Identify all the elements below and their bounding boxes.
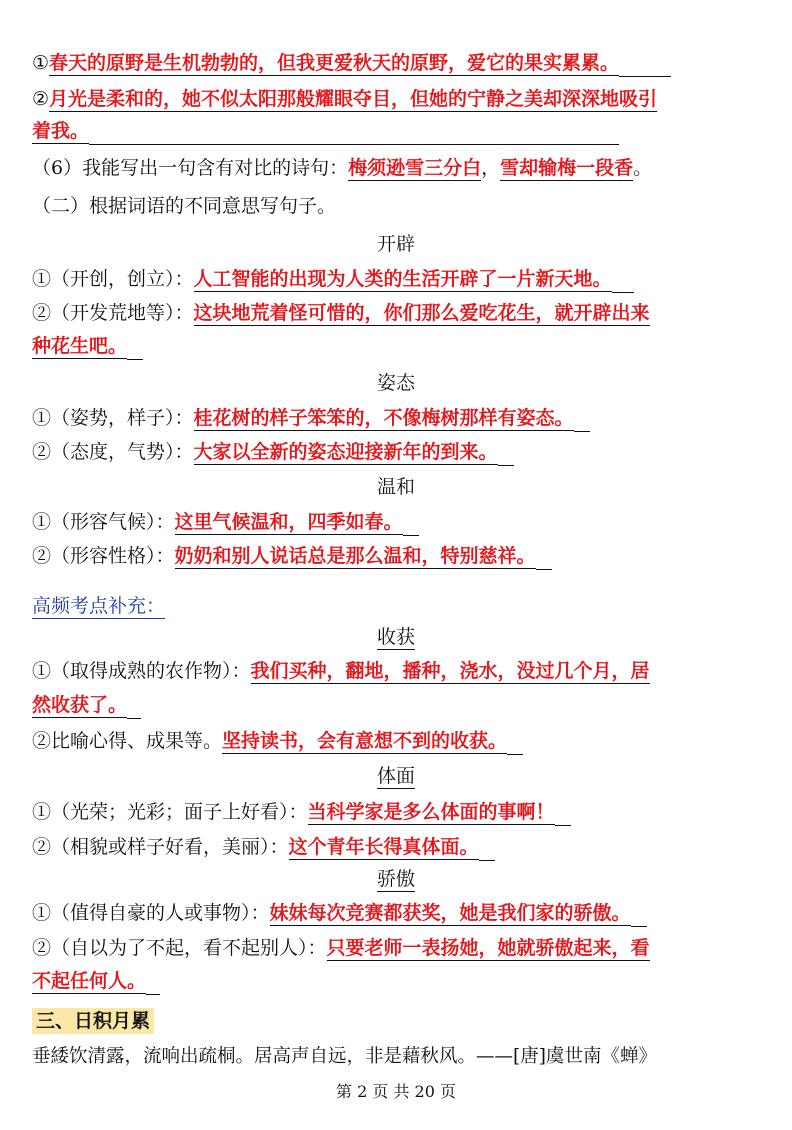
answer-text: 这个青年长得真体面。 bbox=[288, 836, 479, 858]
answer-line-2: ②月光是柔和的，她不似太阳那般耀眼夺目，但她的宁静之美却深深地吸引 bbox=[32, 88, 658, 110]
answer-text: 桂花树的样子笨笨的，不像梅树那样有姿态。 bbox=[193, 407, 574, 429]
word-title: 骄傲 bbox=[376, 868, 415, 890]
section-heading: 三、日积月累 bbox=[32, 1008, 758, 1034]
answer-text: 着我。 bbox=[32, 120, 90, 142]
answer-text: 种花生吧。 bbox=[32, 335, 128, 357]
definition-line: ②（形容性格）：奶奶和别人说话总是那么温和，特别慈祥。 bbox=[32, 543, 758, 570]
definition-line: ①（形容气候）：这里气候温和，四季如春。 bbox=[32, 509, 758, 536]
definition-line-cont bbox=[32, 333, 758, 360]
word-title: 开辟 bbox=[376, 233, 415, 255]
answer-text: 只要老师一表扬她，她就骄傲起来，看 bbox=[326, 937, 650, 959]
answer-text: 当科学家是多么体面的事啊！ bbox=[307, 801, 555, 823]
question-6: （6）我能写出一句含有对比的诗句：梅须逊雪三分白，雪却输梅一段香。 bbox=[32, 157, 653, 179]
answer-text: 这里气候温和，四季如春。 bbox=[174, 511, 403, 533]
page-number: 第 2 页 共 20 页 bbox=[336, 1082, 456, 1101]
word-title: 姿态 bbox=[376, 372, 415, 394]
definition-line: ②（相貌或样子好看，美丽）：这个青年长得真体面。 bbox=[32, 834, 758, 861]
answer-text: 春天的原野是生机勃勃的，但我更爱秋天的原野，爱它的果实累累。 bbox=[49, 52, 620, 74]
answer-text: 人工智能的出现为人类的生活开辟了一片新天地。 bbox=[193, 268, 612, 290]
definition-line-cont bbox=[32, 968, 758, 995]
answer-text: 大家以全新的姿态迎接新年的到来。 bbox=[193, 441, 498, 463]
answer-text: 这块地荒着怪可惜的，你们那么爱吃花生，就开辟出来 bbox=[193, 302, 650, 324]
poem-line: 垂緌饮清露，流响出疏桐。居高声自远，非是藉秋风。——[唐]虞世南《蝉》 bbox=[32, 1046, 657, 1067]
poem-answer-1: 梅须逊雪三分白 bbox=[348, 157, 482, 179]
definition-line: ②比喻心得、成果等。坚持读书，会有意想不到的收获。 bbox=[32, 728, 758, 755]
answer-line-2-cont bbox=[32, 118, 758, 145]
definition-line: ①（光荣；光彩；面子上好看）：当科学家是多么体面的事啊！ bbox=[32, 799, 758, 826]
answer-text: 我们买种，翻地，播种，浇水，没过几个月，居 bbox=[250, 660, 650, 682]
word-title: 温和 bbox=[376, 476, 415, 498]
definition-line: ①（值得自豪的人或事物）：妹妹每次竞赛都获奖，她是我们家的骄傲。 bbox=[32, 900, 758, 927]
definition-line: ①（开创，创立）：人工智能的出现为人类的生活开辟了一片新天地。 bbox=[32, 266, 758, 293]
answer-text: 坚持读书，会有意想不到的收获。 bbox=[222, 730, 508, 752]
word-title: 体面 bbox=[376, 765, 415, 787]
definition-line: ①（姿势，样子）：桂花树的样子笨笨的，不像梅树那样有姿态。 bbox=[32, 405, 758, 432]
definition-line: ②（态度，气势）：大家以全新的姿态迎接新年的到来。 bbox=[32, 439, 758, 466]
definition-line: ①（取得成熟的农作物）：我们买种，翻地，播种，浇水，没过几个月，居 bbox=[32, 660, 650, 682]
word-title: 收获 bbox=[376, 626, 415, 648]
definition-line-cont bbox=[32, 692, 758, 719]
answer-text: 不起任何人。 bbox=[32, 970, 147, 992]
poem-answer-2: 雪却输梅一段香 bbox=[500, 157, 634, 179]
definition-line: ②（开发荒地等）：这块地荒着怪可惜的，你们那么爱吃花生，就开辟出来 bbox=[32, 302, 650, 324]
answer-text: 奶奶和别人说话总是那么温和，特别慈祥。 bbox=[174, 545, 536, 567]
definition-line: ②（自以为了不起，看不起别人）：只要老师一表扬她，她就骄傲起来，看 bbox=[32, 937, 650, 959]
answer-text: 然收获了。 bbox=[32, 694, 128, 716]
answer-text: 月光是柔和的，她不似太阳那般耀眼夺目，但她的宁静之美却深深地吸引 bbox=[49, 88, 658, 110]
section-heading: （二）根据词语的不同意思写句子。 bbox=[32, 195, 337, 217]
answer-line-1: ①春天的原野是生机勃勃的，但我更爱秋天的原野，爱它的果实累累。 bbox=[32, 50, 758, 77]
answer-text: 妹妹每次竞赛都获奖，她是我们家的骄傲。 bbox=[269, 902, 631, 924]
supplement-heading: 高频考点补充： bbox=[32, 595, 166, 617]
